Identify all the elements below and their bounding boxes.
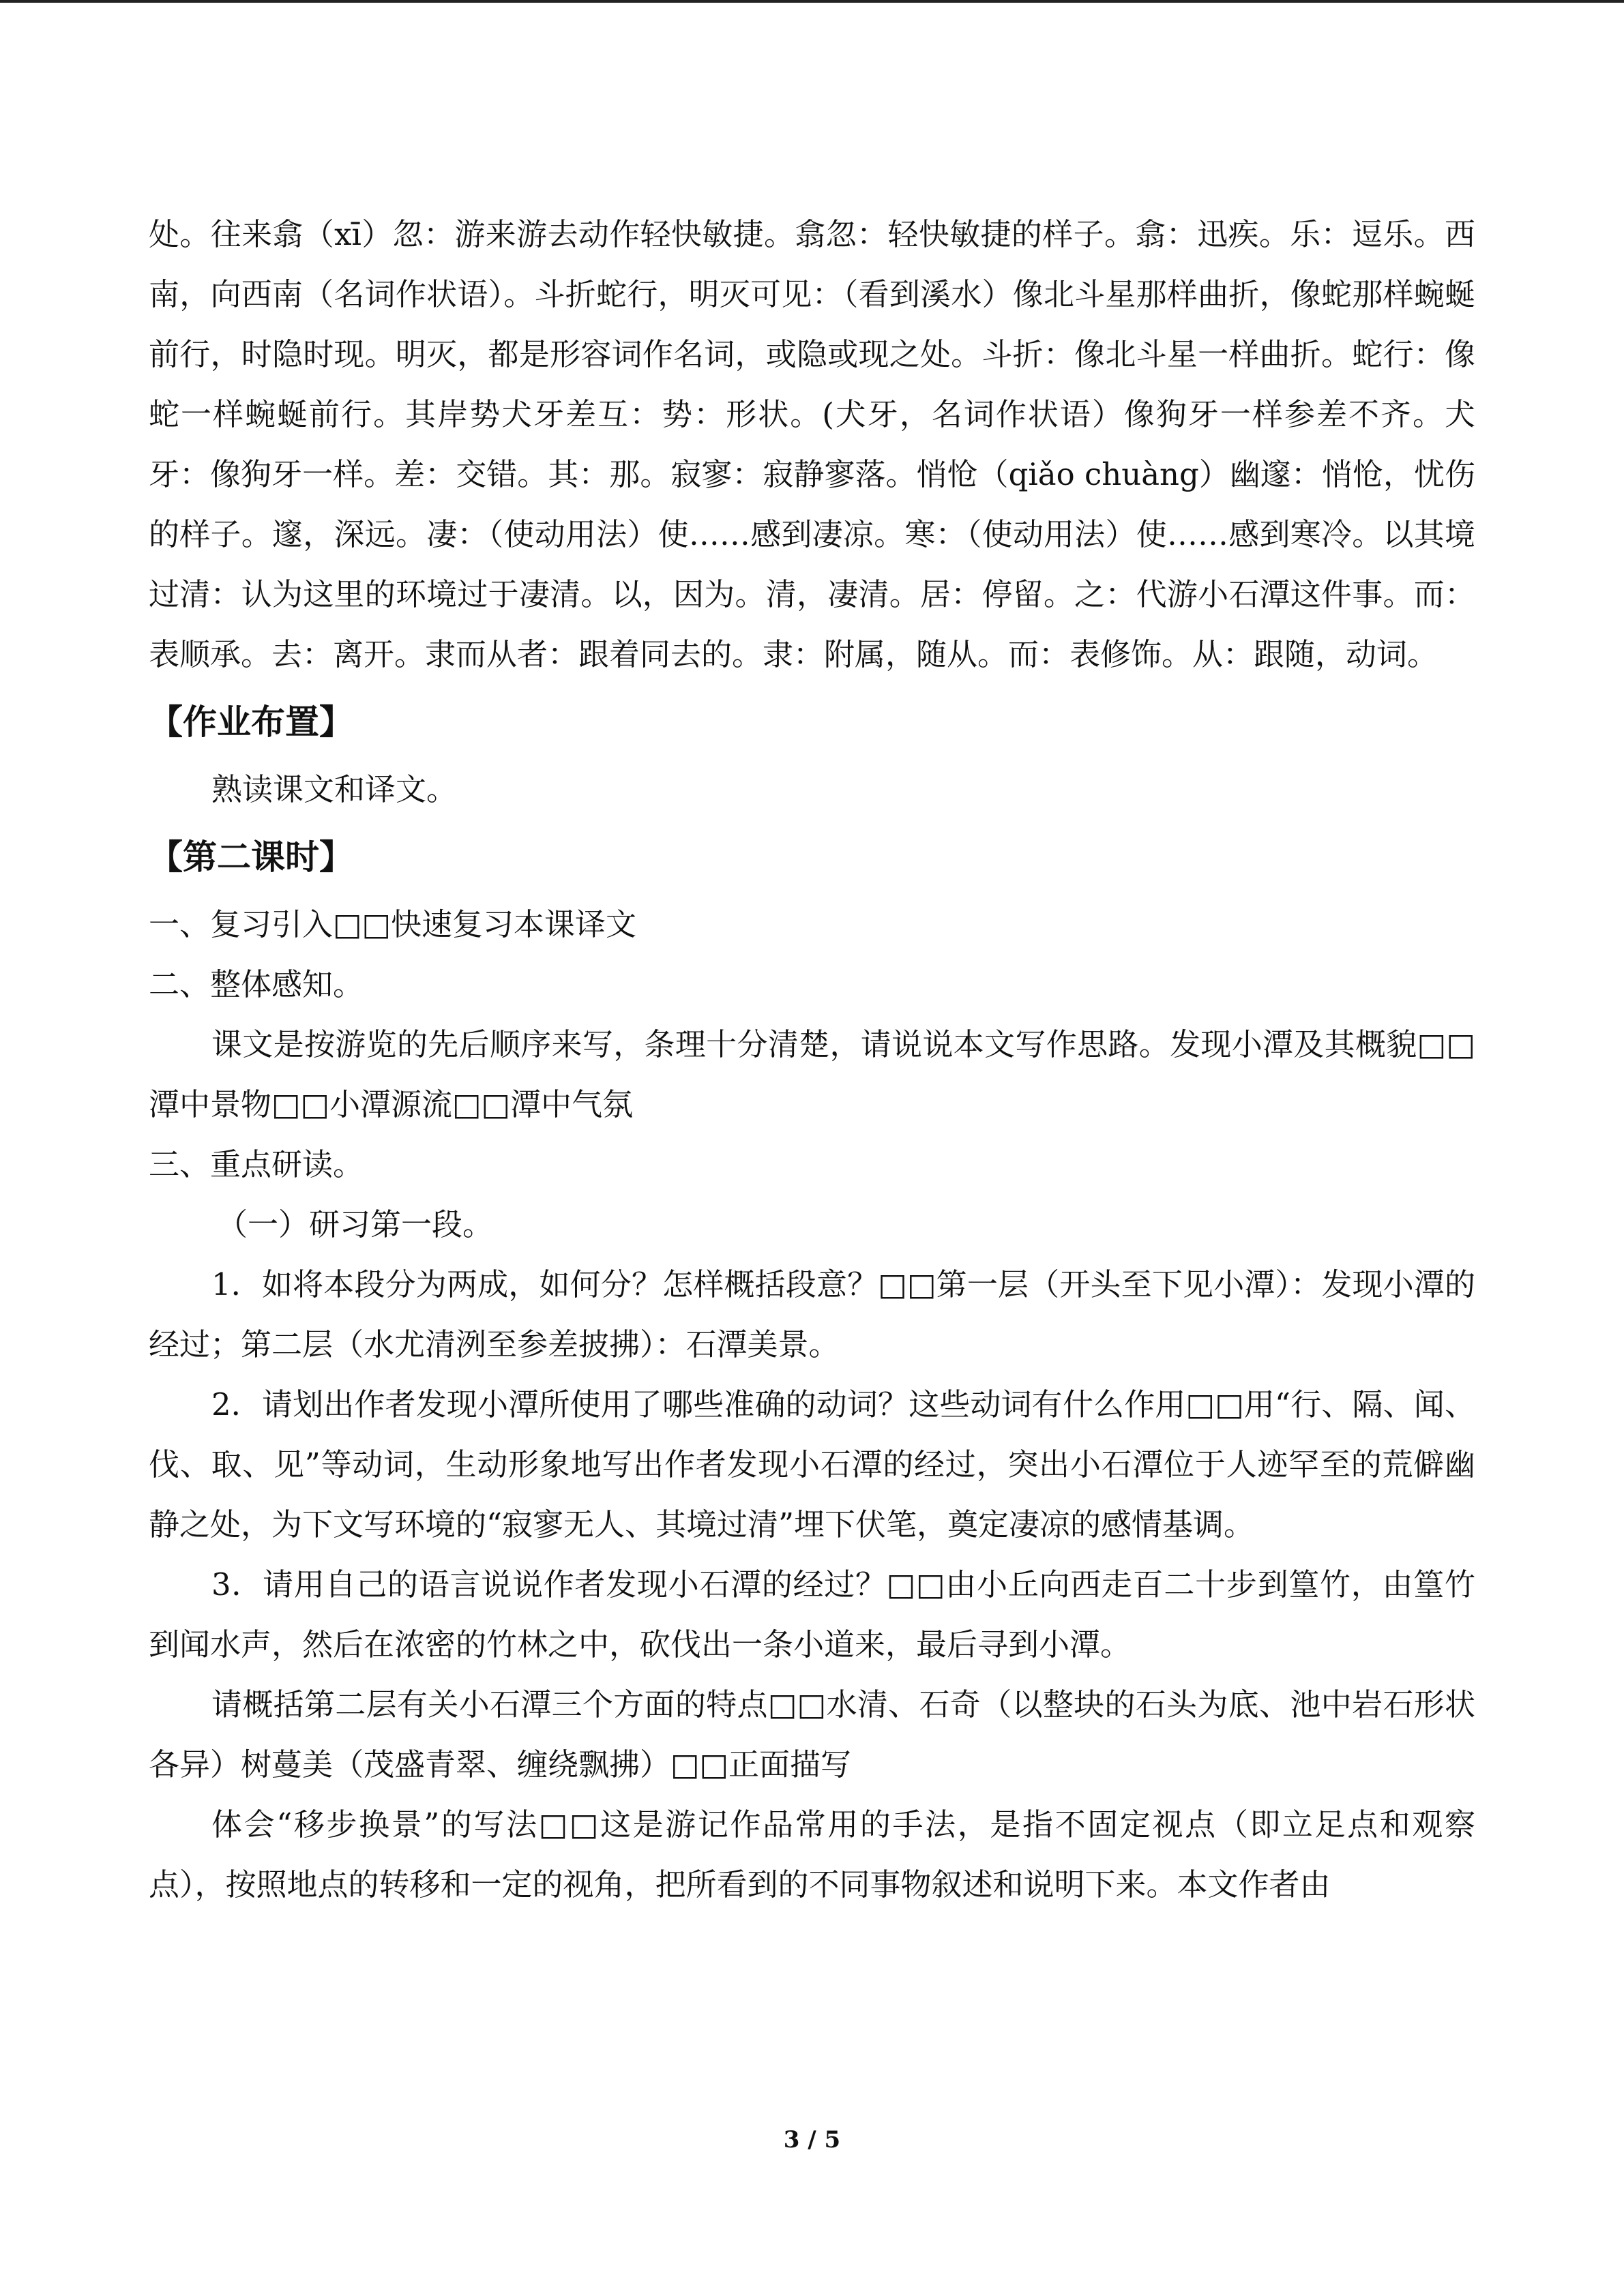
section-review: 一、复习引入□□快速复习本课译文 <box>149 906 637 942</box>
page-content <box>149 205 1475 1915</box>
section-overview: 二、整体感知。 <box>149 966 364 1002</box>
page-number: 3 / 5 <box>783 2126 841 2153</box>
subsection-first-paragraph: （一）研习第一段。 <box>217 1206 494 1242</box>
question-2: 2．请划出作者发现小潭所使用了哪些准确的动词？这些动词有什么作用□□用“行、隔、闻、伐、取、见”等动词，生动形象地写出作者发现小石潭的经过，突出小石潭位于人迹罕至的荒僻幽静之处，为下文写环境的“寂寥无人、其境过清”埋下伏笔，奠定凄凉的感情基调。 <box>149 1386 1475 1542</box>
feature-summary: 请概括第二层有关小石潭三个方面的特点□□水清、石奇（以整块的石头为底、池中岩石形状各异）树蔓美（茂盛青翠、缠绕飘拂）□□正面描写 <box>149 1686 1475 1783</box>
heading-homework: 【作业布置】 <box>149 702 353 742</box>
question-1: 1．如将本段分为两成，如何分？怎样概括段意？□□第一层（开头至下见小潭）：发现小潭的经过；第二层（水尤清洌至参差披拂）：石潭美景。 <box>149 1266 1475 1362</box>
question-3: 3．请用自己的语言说说作者发现小石潭的经过？□□由小丘向西走百二十步到篁竹，由篁竹到闻水声，然后在浓密的竹林之中，砍伐出一条小道来，最后寻到小潭。 <box>149 1566 1475 1663</box>
method-paragraph: 体会“移步换景”的写法□□这是游记作品常用的手法，是指不固定视点（即立足点和观察点），按照地点的转移和一定的视角，把所看到的不同事物叙述和说明下来。本文作者由 <box>149 1806 1475 1903</box>
annotation-paragraph: 处。往来翕（xī）忽：游来游去动作轻快敏捷。翕忽：轻快敏捷的样子。翕：迅疾。乐：逗乐。西南，向西南（名词作状语）。斗折蛇行，明灭可见：（看到溪水）像北斗星那样曲折，像蛇那样蜿蜒前行，时隐时现。明灭，都是形容词作名词，或隐或现之处。斗折：像北斗星一样曲折。蛇行：像蛇一样蜿蜒前行。其岸势犬牙差互：势：形状。(犬牙，名词作状语）像狗牙一样参差不齐。犬牙：像狗牙一样。差：交错。其：那。寂寥：寂静寥落。悄怆（qiǎo chuàng）幽邃：悄怆，忧伤的样子。邃，深远。凄：（使动用法）使……感到凄凉。寒：（使动用法）使……感到寒冷。以其境过清：认为这里的环境过于凄清。以，因为。清，凄清。居：停留。之：代游小石潭这件事。而：表顺承。去：离开。隶而从者：跟着同去的。隶：附属，随从。而：表修饰。从：跟随，动词。 <box>149 216 1475 672</box>
overview-text: 课文是按游览的先后顺序来写，条理十分清楚，请说说本文写作思路。发现小潭及其概貌□□潭中景物□□小潭源流□□潭中气氛 <box>149 1026 1475 1122</box>
heading-second-lesson: 【第二课时】 <box>149 837 353 877</box>
section-key-study: 三、重点研读。 <box>149 1146 364 1182</box>
homework-text: 熟读课文和译文。 <box>211 771 458 807</box>
top-border-line <box>0 0 1624 3</box>
